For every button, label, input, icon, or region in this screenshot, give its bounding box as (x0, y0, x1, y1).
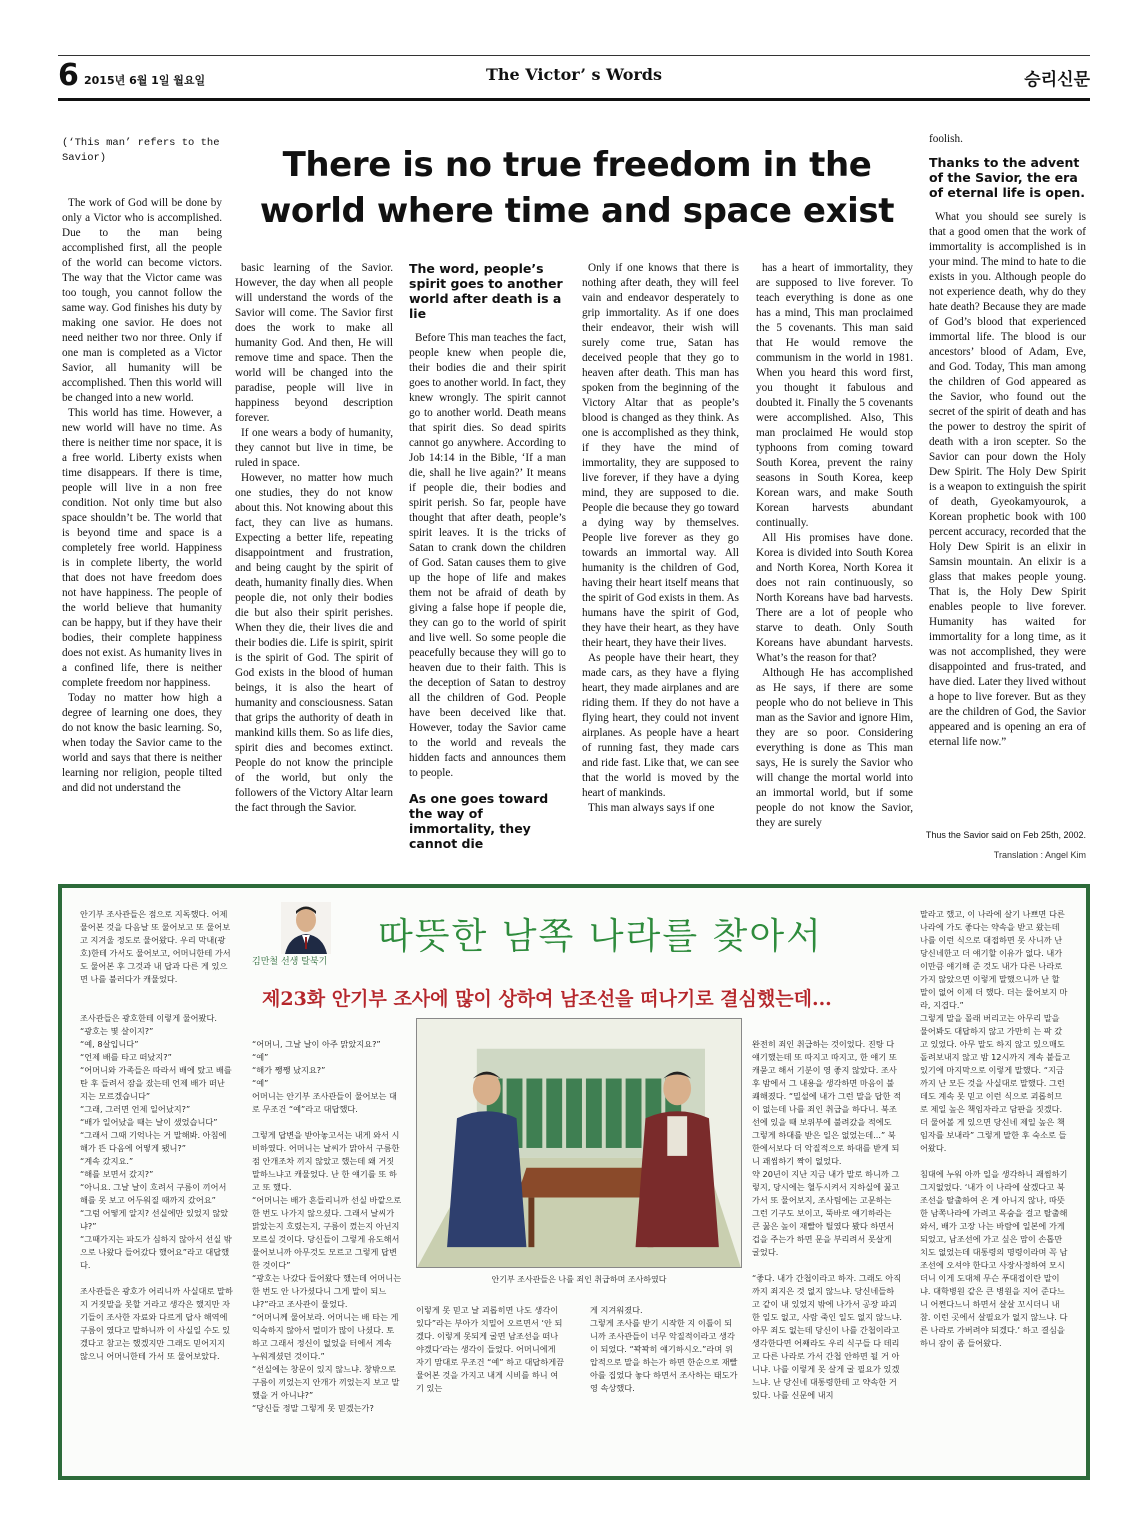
korean-column-2 (252, 1038, 402, 1415)
section-title: The Victor’ s Words (486, 65, 662, 84)
paragraph: “예” (252, 1078, 269, 1088)
paragraph: “예” (252, 1052, 269, 1062)
story-subtitle: 제23화 안기부 조사에 많이 상하여 남조선을 떠나기로 결심했는데... (262, 988, 832, 1010)
paragraph: “좋다. 내가 간첩이라고 하자. 그래도 아직까지 죄지은 것 없지 않느냐. 당신네들하고 같이 내 있었지 밖에 나가서 공장 파괴한 일도 없고, 사람 죽인 일도 없지 않느냐. 아무 죄도 없는데 당신이 나를 간첩이라고 생각한다면 어째라도 우리 식구들 다 데리고 다른 나라로 가서 간첩 안하면 될 거 아니냐. 나를 이렇게 못 살게 굴 필요가 있겠느냐. 난 당신네 대통령한테 고 약속한 거 있다. 나를 신문에 내지 (752, 1273, 902, 1400)
publication-date: 2015년 6월 1일 월요일 (84, 74, 206, 87)
paragraph: 조사관들은 광호한테 이렇게 물어봤다. (80, 1013, 217, 1023)
paragraph: “어머니와 가족들은 따라서 배에 탔고 배를 탄 후 들려서 잠을 잤는데 언제 배가 떠난 지는 모르겠습니다” (80, 1065, 232, 1101)
korean-column-4 (752, 1038, 902, 1402)
paragraph: “광호는 나갔다 들어왔다 했는데 어머니는 한 번도 안 나가셨다니 그게 말이 되느냐?”라고 조사관이 물었다. (252, 1273, 402, 1309)
page-number: 6 (58, 58, 79, 93)
paragraph: “어머니께 물어보라. 어머니는 배 타는 게 익숙하지 않아서 멀미가 많이 나셨다. 토하고 그래서 정신이 없었을 터에서 계속 누워계셨던 것이다.” (252, 1312, 399, 1361)
korean-column-3 (416, 1304, 566, 1395)
article-attribution: Thus the Savior said on Feb 25th, 2002. (925, 830, 1086, 840)
article-subheading: Thanks to the advent of the Savior, the era of eternal life is open. (929, 155, 1086, 200)
paragraph: “그때가지는 파도가 심하지 않아서 선실 밖으로 나왔다 들어갔다 했어요”라고 대답했다. (80, 1234, 232, 1270)
korean-column-1 (80, 908, 234, 1363)
article-headline: There is no true freedom in the world where time and space exist (259, 145, 895, 231)
article-column-6 (929, 132, 1086, 750)
paragraph: 어머니는 안기부 조사관들이 물어보는 대로 무조건 “예”라고 대답했다. (252, 1091, 397, 1114)
korean-story-box (58, 884, 1090, 1480)
paragraph: 완전히 죄인 취급하는 것이었다. 진탕 다 얘기했는데 또 따지고 따지고, 한 얘기 또 캐묻고 해서 기분이 영 좋지 않았다. 조사 후 밤에서 그 내용을 생각하면 마음이 불쾌해졌다. “밀설에 내가 그런 말을 답한 적이 없는데 나를 죄인 취급을 하다니. 북조선에 있을 때 보위부에 불려갔을 적에도 그렇게 하대를 받은 일은 없었는데...” 북한에서보다 더 악질적으로 하대를 받게 되니 괘씸하기 짝이 없었다. (752, 1039, 902, 1166)
korean-column-4a (590, 1304, 740, 1395)
paragraph: However, no matter how much one studies, they do not know about this. Not knowing about this fact, they can live as humans. Expecting a better life, repeating disappointment and frustration, and being caught by the spirit of death, humanity finally dies. When people die, not only their bodies die but also their spirit perishes. When they die, their lives die and their bodies die. Life is spirit, spirit is the spirit of God. The spirit of God exists in the blood of human beings, it is also the heart of humanity and consciousness. Satan that grips the authority of death in mankind kills them. So as life dies, spirit dies and becomes extinct. People do not know the principle of the world, but only the followers of the Victory Altar learn the fact through the Savior. (235, 472, 393, 814)
paragraph: 조사관들은 광호가 어리니까 사실대로 말하지 거짓말을 못할 거라고 생각은 했지만 자기들이 조사한 자료와 다르게 답사 해역에 구름이 였다고 말하니까 이 사실일 수도 있겠다고 참고는 했겠지만 그래도 믿어지지 않으니 어머니한테 가서 또 물어보았다. (80, 1286, 233, 1361)
paragraph: “예, 8살입니다” (80, 1039, 139, 1049)
paragraph: “광호는 몇 살이지?” (80, 1026, 154, 1036)
paragraph: This world has time. However, a new world will have no time. As there is neither time nor space, it is a free world. Liberty exists when time disappears. If there is time, people will live in a non free condition. Not only time but also space shouldn’t be. The world that is beyond time and space is a completely free world. Happiness is in complete liberty, the world that does not have freedom does not have happiness. The people of the world believe that humanity can be happy, but if they have their bodies, their complete happiness does not exist. As humanity lives in a confined life, there is neither complete freedom nor happiness. (62, 407, 222, 689)
paragraph: “어머니, 그날 날이 아주 맑았지요?” (252, 1039, 381, 1049)
paragraph: basic learning of the Savior. However, the day when all people will understand the words of the Savior will come. The Savior first does the work to make all humanity God. And then, He will remove time and space. Then the world will be changed into the paradise, people will live in happiness beyond description forever. (235, 262, 393, 424)
author-portrait (281, 902, 331, 954)
paragraph: 그렇게 말을 몰래 버리고는 아무리 말을 물어봐도 대답하지 않고 가만히 는 팍 갔고 있었다. 아무 말도 하지 않고 있으매도 돌려보내지 않고 밤 12시까지 계속 붙들고 있기에 마지막으로 이렇게 말했다. “지금까지 난 모든 것을 사실대로 말했다. 그런데도 계속 못 믿고 이런 식으로 괴롭히므로 제일 높은 책임자라고 담판을 짓겠다. 더 물어볼 게 있으면 당신네 제일 높은 책임자를 보내라” 그렇게 말한 후 숙소로 들어왔다. (920, 1013, 1070, 1153)
article-column-2 (235, 261, 393, 816)
paragraph: 안기부 조사관들은 점으로 지독했다. 어제 물어본 것을 다음날 또 물어보고 또 물어보고 지겨울 정도로 물어왔다. 우리 막내(광호)한테 가서도 물어보고, 어머니한테 가서도 물어본 후 그것과 내 답과 다른 게 있으면 나를 불러다가 캐물었다. (80, 909, 231, 984)
article-column-3 (409, 261, 566, 861)
paragraph: “선실에는 창문이 있지 않느냐. 창밖으로 구름이 끼었는지 안개가 끼었는지 보고 말했을 거 아니냐?” (252, 1364, 400, 1400)
paragraph: The work of God will be done by only a Victor who is accomplished. Due to the man being accomplished first, all the people of the world can become victors. The way that the Victor came was too tough, you cannot follow the same way. God finishes his duty by making one savior. He does not need neither two nor three. Only if one man is completed as a Victor Savior, all humanity will be accomplished. Then this world will be changed into a new world. (62, 197, 222, 404)
article-subheading: The word, people’s spirit goes to another world after death is a lie (409, 261, 563, 321)
page-header (58, 55, 1090, 101)
english-article (58, 128, 1090, 868)
paragraph: “배가 일어났을 때는 날이 샜었습니다” (80, 1117, 218, 1127)
paragraph: Although He has accomplished as He says, if there are some people who do not believe in This man as the Savior and ignore Him, they are so poor. Considering everything is done as This man says, He is surely the Savior who will change the mortal world into an immortal world, but if some people do not know the Savior, they are surely (756, 667, 913, 829)
paragraph: 침대에 누워 아까 일을 생각하니 괘씸하기 그지없었다. ‘내가 이 나라에 살겠다고 북조선을 탈출하여 온 게 아니지 않나, 따뜻한 남쪽나라에 가려고 목숨을 걸고 탈출해 와서, 배가 고장 나는 바람에 일본에 가게 되었고, 남조선에 가고 싶은 맘이 손톱만치도 없었는데 대통령의 명령이라며 꼭 남조선에 오셔야 한다고 사장사정하여 모시더니 이게 도대체 무슨 푸대접이란 말이냐. 대학병원 같은 큰 병원을 지어 준다느니 어쩐다느니 하면서 살살 꼬시더니 내 참. 이런 곳에서 살필요가 없지 않느냐. 다른 나라로 가버려야 되겠다.’ 하고 결심을 하니 잠이 좀 들어왔다. (920, 1169, 1068, 1348)
story-title: 따뜻한 남쪽 나라를 찾아서 (378, 916, 823, 957)
paragraph: “아니요. 그날 날이 흐려서 구름이 끼어서 해를 못 보고 어두워질 때까지 갔어요” (80, 1182, 227, 1205)
korean-column-5 (920, 908, 1070, 1350)
paragraph: “언제 배를 타고 떠났지?” (80, 1052, 172, 1062)
paragraph: 말라고 했고, 이 나라에 살기 나쁘면 다른 나라에 가도 좋다는 약속을 받고 왔는데 나를 이런 식으로 대접하면 못 사니까 난 당신네한고 더 얘기할 이유가 없다. 내가 이만큼 얘기해 준 것도 내가 다른 나라로 가지 않았으면 이렇게 말했으니까 난 할 말이 없어 이제 더 했다. 더는 물어보지 마라, 지겹다.” (920, 909, 1068, 1010)
article-column-5 (756, 261, 913, 831)
paragraph: “계속 갔지요.” (80, 1156, 134, 1166)
paragraph: has a heart of immortality, they are supposed to live forever. To teach everything is done as one has a mind, This man proclaimed the 5 covenants. This man said that He would remove the communism in the world in 1981. When you heard this word first, you thought it fabulous and doubted it. Finally the 5 covenants were accomplished. Also, This man proclaimed He would stop typhoons from coming toward South Korea, prevent the rainy seasons in South Korea, keep Korean wars, and make South Korean harvests abundant continually. (756, 262, 913, 529)
paragraph: “해가 쨍쨍 났지요?” (252, 1065, 326, 1075)
article-note: (‘This man’ refers to the Savior) (62, 137, 220, 164)
paragraph: Before This man teaches the fact, people knew when people die, their bodies die and their spirit goes to another world. In fact, they knew wrongly. The spirit cannot go to another world. Death means that spirit dies. So dead spirits cannot go anywhere. According to Job 14:14 in the Bible, ‘If a man die, shall he live again?’ It means if people die, their bodies and spirit perish. So far, people have thought that after death, people’s spirit leaves. It is the tricks of Satan to crank down the children of God. Satan causes them to give up the hope of life and makes them not be afraid of death by giving a false hope if people die, they can go to the world of spirit and live well. So some people die peacefully because they will go to heaven due to their faith. This is the deception of Satan to destroy all the children of God. People have been deceived like that. However, today the Savior came to the world and reveals the hidden facts and announces them to people. (409, 332, 566, 779)
paragraph: “그래, 그러면 언제 일어났지?” (80, 1104, 191, 1114)
paragraph: This man always says if one (588, 802, 715, 814)
paragraph: If one wears a body of humanity, they cannot but live in time, be ruled in space. (235, 427, 393, 469)
paragraph: 그렇게 조사를 받기 시작한 지 이틀이 되니까 조사관들이 너무 악질적이라고 생각이 되었다. “꽉꽉히 얘기하시오.”라며 위압적으로 말을 하는가 하면 한순으로 재빨아를 집었다 놓다 하면서 조사하는 태도가 영 속상했다. (590, 1318, 738, 1393)
paragraph: 이렇게 못 믿고 날 괴롭히면 나도 생각이 있다”라는 부아가 치밀어 오르면서 ‘안 되겠다. 이렇게 못되게 굴면 남조선을 떠나야겠다’라는 생각이 들었다. 어머니에게 자기 맘대로 무조건 “예” 하고 대답하게끔 물어본 것을 가지고 내게 시비를 하니 여기 있는 (416, 1305, 565, 1393)
translator-credit: Translation : Angel Kim (993, 850, 1086, 860)
paragraph: Only if one knows that there is nothing after death, they will feel vain and endeavor desperately to grip immortality. As if one does their endeavor, their wish will surely come true, Satan has deceived people that they go to heaven after death. This man has spoken from the beginning of the Victory Altar that as people’s blood is changed as they think. As one is accomplished as they think, if they have the mind of immortality, they are supposed to live forever, if they have a dying mind, they are supposed to die. People die because they go toward a dying way by themselves. People live forever as they go towards an immortal way. All humanity is the children of God, having their heart itself means that the spirit of God exists in them. As humans have the spirit of God, they have their heart, as they have their heart, they have their lives. (582, 262, 739, 649)
paragraph: 그렇게 답변을 받아놓고서는 내게 와서 시비하였다. 어머니는 날씨가 맑아서 구름한점 안개조차 끼지 않았고 했는데 왜 거짓말하느냐고 캐물었다. 난 한 얘기를 또 하고 또 했다. (252, 1130, 400, 1192)
paragraph: foolish. (929, 133, 963, 145)
newspaper-name: 승리신문 (1024, 70, 1090, 90)
illustration-caption: 안기부 조사관들은 나를 죄인 취급하며 조사하였다 (491, 1275, 667, 1284)
paragraph: 약 20년이 지난 지금 내가 말로 하니까 그렇지, 당시에는 혈두시켜서 지하실에 꿇고가서 또 물어보지, 조사팀에는 고문하는 그런 기구도 보이고, 뚝바로 얘기하라는 큰 꿇은 높이 재빨아 틸였다 봤다 하면서 겁을 주는가 하면 문을 부리려서 못살게 굴었다. (752, 1169, 900, 1257)
paragraph: “그럼 어떻게 알지? 선실에만 있었지 않았냐?” (80, 1208, 229, 1231)
paragraph: Today no matter how high a degree of learning one does, they do not know the basic learning. So, when today the Savior came to the world and says that there is neither learning nor religion, people tilted and did not understand the (62, 692, 222, 794)
paragraph: “당신들 정말 그렇게 못 믿겠는가? (252, 1403, 374, 1413)
article-column-4 (582, 261, 739, 816)
paragraph: “해를 보면서 갔지?” (80, 1169, 154, 1179)
article-subheading: As one goes toward the way of immortality, they cannot die (409, 791, 549, 851)
paragraph: 게 지겨워졌다. (590, 1305, 643, 1315)
paragraph: What you should see surely is that a good omen that the work of immortality is accomplished is in your mind. The mind to hate to die exists in you. Although people do not experience death, why do they hate death? Because they are made of God’s blood that experienced immortal life. The blood is our ancestors’ blood of Adam, Eve, and God. Today, This man among the children of God appeared as the Savior, who found out the secret of the spirit of death and has the power to destroy the spirit of death with a iron scepter. So the Savior can pour down the Holy Dew Spirit. The Holy Dew Spirit is a weapon to extinguish the spirit of death, Gyeokamyourok, a Korean prophetic book with 100 percent accuracy, recorded that the Holy Dew Spirit is an elixir in Samsin mountain. An elixir is a glass that makes people young. That is, the Holy Dew Spirit enables people to live forever. Humanity has waited for immortality for a long time, as it was not accomplished, they were disappointed and frus-trated, and have died. Later they lived without a hope to live forever. But as they are the children of God, the Savior appeared and is opening an era of eternal life now.” (929, 211, 1086, 748)
paragraph: As people have their heart, they made cars, as they have a flying heart, they made airplanes and are riding them. If they do not have a flying heart, they could not invent airplanes. As people have a heart of running fast, they made cars and ride fast. Like that, we can see that the world is moved by the heart of mankinds. (582, 652, 739, 799)
article-column-1 (62, 196, 222, 796)
author-byline: 김만철 선생 탈북기 (252, 957, 328, 967)
interrogation-illustration (416, 1018, 742, 1268)
paragraph: “어머니는 배가 흔들리니까 선실 바깥으로 한 번도 나가지 않으셨다. 그래서 날씨가 맑았는지 흐렸는지, 구름이 껐는지 아닌지 모르실 것이다. 당신들이 그렇게 유도해서 물어보니까 아무것도 모르고 그렇게 답변한 것이다” (252, 1195, 402, 1270)
paragraph: “그래서 그때 기억나는 거 말해봐. 아침에 해가 뜬 다음에 어떻게 됐니?” (80, 1130, 227, 1153)
paragraph: All His promises have done. Korea is divided into South Korea and North Korea, North Korea it does not rain continuously, so North Koreans have bad harvests. There are a lot of people who starve to death. Only South Koreans have abundant harvests. What’s the reason for that? (756, 532, 913, 664)
